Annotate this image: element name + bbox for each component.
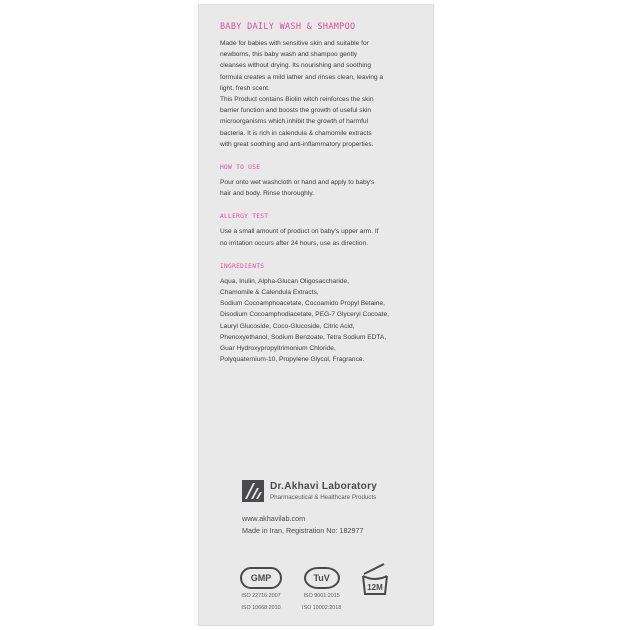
description-line: barrier function and boosts the growth of useful skin [220,107,372,115]
gmp-badge-icon: GMP [240,567,282,589]
how-to-use-line: Pour onto wet washcloth or hand and apply to baby's [220,179,375,187]
description-line: with great soothing and anti-inflammatory properties. [220,140,374,148]
how-to-use-line: hair and body. Rinse thoroughly. [220,190,314,198]
label-content [220,22,416,365]
lab-logo-icon [242,480,264,502]
description-line: light, fresh scent. [220,84,270,92]
ingredients-line: Guar Hydroxypropyltrimonium Chloride, [220,345,336,353]
registration: Made in Iran, Registration No: 182977 [242,526,364,535]
brand-block [242,480,377,502]
description-line: newborns, this baby wash and shampoo gently [220,51,358,59]
ingredients-line: Chamomile & Calendula Extracts, [220,289,319,297]
tuv-certification [302,567,341,612]
gmp-certification [240,567,282,612]
allergy-test-heading: ALLERGY TEST [220,213,269,221]
open-jar-icon [360,562,390,596]
description-line: This Product contains Biolin witch reinforces the skin [220,96,374,104]
gmp-iso-line: ISO 10668:2010 [241,604,281,611]
website: www.akhavilab.com [242,514,306,523]
allergy-test-line: Use a small amount of product on baby's upper arm. If [220,228,379,236]
description-line: cleanses without drying. Its nourishing and soothing [220,62,372,70]
ingredients-line: Phenoxyethanol, Sodium Benzoate, Tetra Sodium EDTA, [220,333,387,341]
allergy-test-line: no irritation occurs after 24 hours, use as direction. [220,239,369,247]
how-to-use-text [220,177,416,199]
ingredients-list [220,276,416,366]
brand-name: Dr.Akhavi Laboratory [270,481,378,492]
tuv-badge-icon: TuV [304,567,340,589]
ingredients-line: Disodium Cocoamphodiacetate, PEG-7 Glyceryl Cocoate, [220,311,389,319]
description-line: bacteria. It is rich in calendula & chamomile extracts [220,129,372,137]
period-after-opening [360,562,390,601]
ingredients-line: Aqua, Inulin, Alpha-Glucan Oligosaccharide, [220,277,350,285]
description-line: microorganisms which inhibit the growth of harmful [220,118,369,126]
product-box-panel [198,4,434,626]
description-line: Made for babies with sensitive skin and suitable for [220,40,369,47]
ingredients-line: Lauryl Glucoside, Coco-Glucoside, Citric Acid, [220,322,355,330]
product-title: BABY DAILY WASH & SHAMPOO [220,22,356,32]
tuv-iso-line: ISO 9001:2015 [303,593,340,599]
brand-tagline: Pharmaceutical & Healthcare Products [270,494,377,501]
tuv-iso-line: ISO 10002:2018 [302,604,342,611]
ingredients-line: Polyquaternium-10, Propylene Glycol, Fragrance. [220,356,365,364]
ingredients-line: Sodium Cocoamphoacetate, Cocoamido Propyl Betaine, [220,300,385,308]
pao-label: 12M [367,583,383,592]
gmp-iso-line: ISO 22716:2007 [241,593,281,599]
how-to-use-heading: HOW TO USE [220,164,261,172]
allergy-test-text [220,226,416,248]
description-line: formula creates a mild lather and rinses clean, leaving a [220,73,384,81]
description [220,38,416,150]
ingredients-heading: INGREDIENTS [220,262,265,270]
